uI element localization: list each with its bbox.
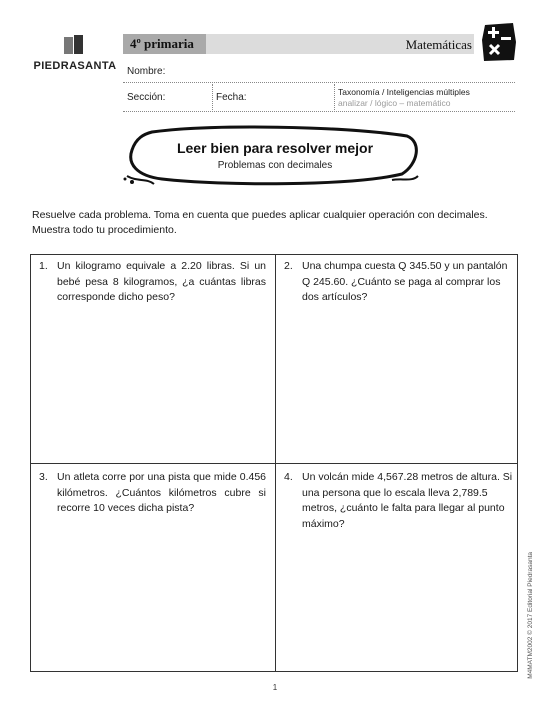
problem-text: Un kilogramo equivale a 2.20 libras. Si un bebé pesa 8 kilogramos, ¿a cuántas libras corresponde dicho peso? <box>57 260 266 303</box>
problem-text: Un atleta corre por una pista que mide 0.456 kilómetros. ¿Cuántos kilómetros cubre si recorre 10 veces dicha pista? <box>57 471 266 514</box>
field-divider <box>212 84 213 112</box>
worksheet-subtitle: Problemas con decimales <box>217 160 333 171</box>
problem-number: 2. <box>284 260 293 272</box>
section-line <box>123 111 515 112</box>
grid-divider-horizontal <box>30 463 518 464</box>
publisher-logo: PIEDRASANTA <box>33 60 117 72</box>
problem-number: 3. <box>39 471 48 483</box>
section-label: Sección: <box>127 92 166 103</box>
plus-minus-times-icon <box>480 22 518 62</box>
problem-number: 1. <box>39 260 48 272</box>
copyright-text: M4MATM2002 © 2017 Editorial Piedrasanta <box>527 552 534 679</box>
taxonomy-label: Taxonomía / Inteligencias múltiples <box>338 87 470 97</box>
name-label: Nombre: <box>127 66 166 77</box>
field-divider <box>334 84 335 112</box>
grade-label: 4º primaria <box>130 36 194 51</box>
worksheet-title: Leer bien para resolver mejor <box>176 140 374 156</box>
subject-label: Matemáticas <box>405 37 472 52</box>
date-label: Fecha: <box>216 92 247 103</box>
title-cloud-frame <box>122 124 422 190</box>
page-number: 1 <box>272 683 278 692</box>
instructions: Resuelve cada problema. Toma en cuenta que puedes aplicar cualquier operación con decimales. Muestra todo tu procedimiento. <box>32 209 488 236</box>
taxonomy-values: analizar / lógico – matemático <box>338 98 451 108</box>
problem-text: Una chumpa cuesta Q 345.50 y un pantalón Q 245.60. ¿Cuánto se paga al comprar los dos artículos? <box>302 260 508 303</box>
problem-text: Un volcán mide 4,567.28 metros de altura. Si una persona que lo escala lleva 2,789.5 metros, ¿cuánto le falta para llegar al punto máximo? <box>302 471 513 530</box>
book-logo-icon <box>63 34 85 56</box>
problem-number: 4. <box>284 471 293 483</box>
name-line[interactable] <box>123 82 515 83</box>
